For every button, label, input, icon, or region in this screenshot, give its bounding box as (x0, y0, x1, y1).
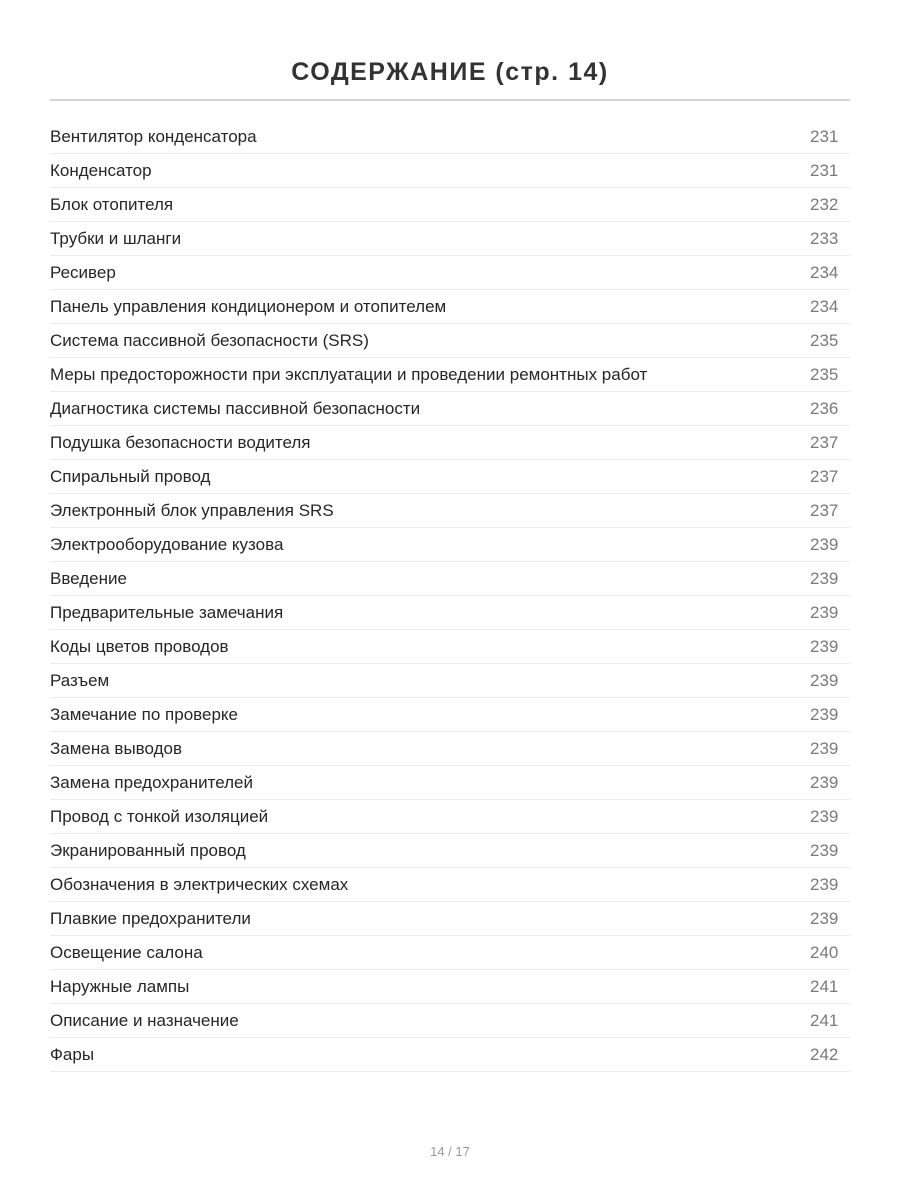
toc-entry-title: Конденсатор (50, 160, 152, 180)
toc-entry-page: 237 (810, 500, 839, 520)
toc-entry[interactable] (50, 324, 850, 358)
toc-entry-page: 239 (810, 670, 839, 690)
toc-entry-title: Электрооборудование кузова (50, 534, 284, 554)
toc-entry-title: Ресивер (50, 262, 116, 282)
toc-entry-page: 239 (810, 908, 839, 928)
toc-entry-title: Описание и назначение (50, 1010, 239, 1030)
table-of-contents (50, 120, 850, 1072)
toc-entry[interactable] (50, 936, 850, 970)
toc-entry-page: 239 (810, 568, 839, 588)
toc-entry[interactable] (50, 222, 850, 256)
toc-entry-page: 232 (810, 194, 839, 214)
toc-entry[interactable] (50, 154, 850, 188)
toc-entry[interactable] (50, 426, 850, 460)
title-divider (50, 99, 850, 101)
toc-entry-page: 239 (810, 772, 839, 792)
toc-entry[interactable] (50, 732, 850, 766)
toc-entry-title: Блок отопителя (50, 194, 174, 214)
toc-entry-title: Разъем (50, 670, 110, 690)
toc-entry-title: Подушка безопасности водителя (50, 432, 311, 452)
toc-entry-page: 242 (810, 1044, 839, 1064)
toc-entry[interactable] (50, 834, 850, 868)
toc-entry-page: 241 (810, 1010, 839, 1030)
toc-entry-page: 240 (810, 942, 839, 962)
toc-entry-page: 239 (810, 534, 839, 554)
toc-entry-title: Фары (50, 1044, 95, 1064)
toc-entry-page: 239 (810, 704, 839, 724)
toc-entry-page: 233 (810, 228, 839, 248)
toc-entry-page: 239 (810, 840, 839, 860)
toc-entry[interactable] (50, 664, 850, 698)
toc-entry-page: 231 (810, 126, 839, 146)
toc-entry-title: Обозначения в электрических схемах (50, 874, 349, 894)
toc-entry-title: Предварительные замечания (50, 602, 284, 622)
toc-entry[interactable] (50, 868, 850, 902)
toc-entry-title: Экранированный провод (50, 840, 246, 860)
toc-entry-title: Замена предохранителей (50, 772, 254, 792)
toc-entry-title: Панель управления кондиционером и отопителем (50, 296, 447, 316)
toc-entry[interactable] (50, 800, 850, 834)
toc-entry[interactable] (50, 494, 850, 528)
toc-entry-title: Меры предосторожности при эксплуатации и проведении ремонтных работ (50, 364, 648, 384)
toc-entry-page: 234 (810, 296, 839, 316)
toc-entry[interactable] (50, 766, 850, 800)
toc-entry-page: 239 (810, 602, 839, 622)
toc-entry-title: Электронный блок управления SRS (50, 500, 334, 520)
toc-entry-title: Замена выводов (50, 738, 183, 758)
toc-entry-page: 236 (810, 398, 839, 418)
toc-entry-title: Наружные лампы (50, 976, 190, 996)
toc-entry-title: Провод с тонкой изоляцией (50, 806, 269, 826)
toc-entry-title: Освещение салона (50, 942, 203, 962)
toc-entry[interactable] (50, 358, 850, 392)
toc-entry-page: 237 (810, 466, 839, 486)
toc-entry[interactable] (50, 562, 850, 596)
toc-entry-page: 239 (810, 806, 839, 826)
toc-entry-page: 239 (810, 738, 839, 758)
toc-entry[interactable] (50, 970, 850, 1004)
toc-entry-page: 239 (810, 636, 839, 656)
toc-entry-title: Система пассивной безопасности (SRS) (50, 330, 369, 350)
toc-entry-page: 241 (810, 976, 839, 996)
toc-entry-title: Спиральный провод (50, 466, 211, 486)
page-title: СОДЕРЖАНИЕ (стр. 14) (291, 57, 609, 86)
toc-entry[interactable] (50, 290, 850, 324)
toc-entry-title: Замечание по проверке (50, 704, 239, 724)
toc-entry[interactable] (50, 596, 850, 630)
toc-entry[interactable] (50, 902, 850, 936)
toc-entry[interactable] (50, 528, 850, 562)
toc-entry[interactable] (50, 460, 850, 494)
toc-entry-page: 237 (810, 432, 839, 452)
toc-entry[interactable] (50, 698, 850, 732)
toc-entry-title: Плавкие предохранители (50, 908, 251, 928)
toc-entry-title: Трубки и шланги (50, 228, 182, 248)
toc-entry-page: 234 (810, 262, 839, 282)
toc-entry-title: Коды цветов проводов (50, 636, 229, 656)
toc-entry[interactable] (50, 1004, 850, 1038)
pagination-indicator: 14 / 17 (430, 1144, 470, 1159)
toc-entry-title: Вентилятор конденсатора (50, 126, 257, 146)
toc-entry-page: 239 (810, 874, 839, 894)
toc-entry-page: 231 (810, 160, 839, 180)
toc-entry-title: Диагностика системы пассивной безопасности (50, 398, 421, 418)
toc-entry[interactable] (50, 120, 850, 154)
toc-entry[interactable] (50, 256, 850, 290)
toc-entry-title: Введение (50, 568, 127, 588)
toc-entry[interactable] (50, 188, 850, 222)
toc-entry-page: 235 (810, 330, 839, 350)
toc-entry[interactable] (50, 630, 850, 664)
toc-entry[interactable] (50, 1038, 850, 1072)
toc-entry[interactable] (50, 392, 850, 426)
toc-entry-page: 235 (810, 364, 839, 384)
